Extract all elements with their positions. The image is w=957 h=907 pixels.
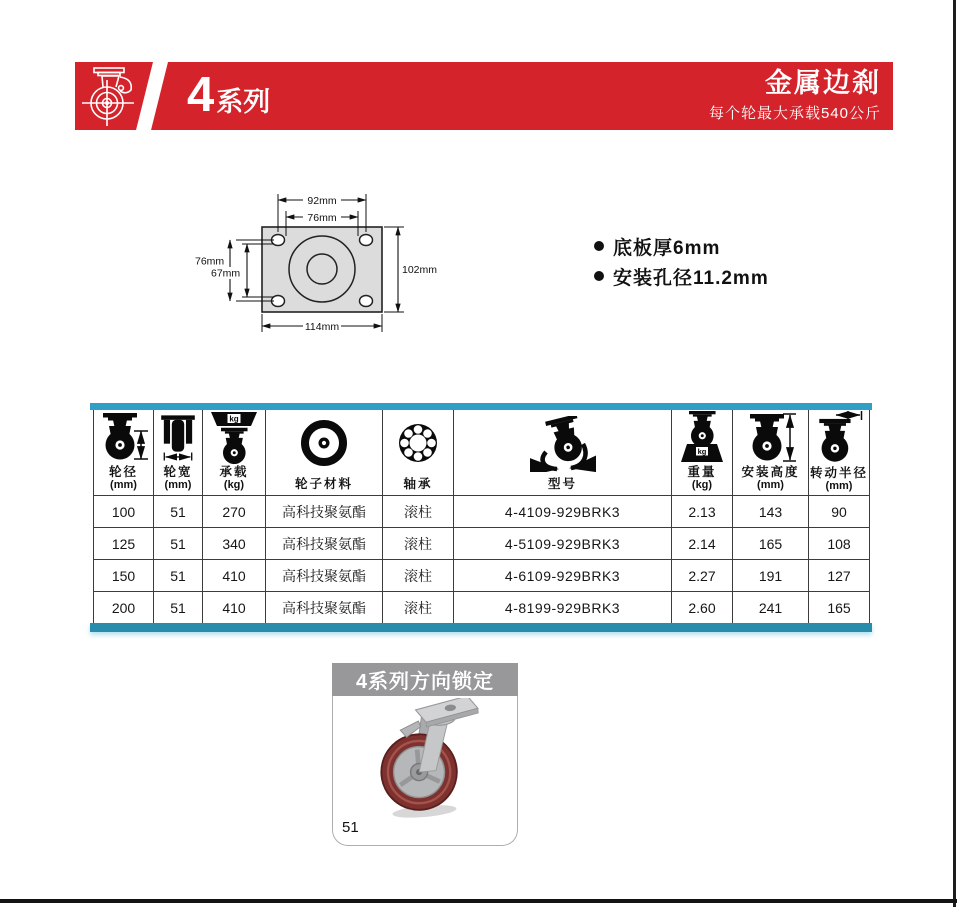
table-header-row xyxy=(94,410,870,496)
col-header-wheel-diameter: 轮径 (mm) xyxy=(94,410,154,496)
swivel-model-icon xyxy=(454,410,671,477)
page-right-edge xyxy=(953,0,956,907)
dim-label-76mm-top: 76mm xyxy=(307,212,337,224)
col-header-bearing: 轴承 xyxy=(383,410,454,496)
table-row: 200 51 410 高科技聚氨酯 滚柱 4-8199-929BRK3 2.60 241 165 xyxy=(94,592,870,624)
svg-text:kg: kg xyxy=(229,414,239,424)
bearing-icon xyxy=(383,410,453,477)
col-header-wheel-material: 轮子材料 xyxy=(266,410,383,496)
page-bottom-edge xyxy=(0,899,957,903)
spec-notes xyxy=(594,231,769,291)
locking-card xyxy=(332,696,518,846)
page-number: 51 xyxy=(342,819,359,836)
mounting-height-icon xyxy=(733,410,808,465)
dim-label-92mm: 92mm xyxy=(307,195,337,207)
dim-label-114mm: 114mm xyxy=(304,321,340,333)
caster-product-photo xyxy=(349,698,501,830)
col-header-model: 型号 xyxy=(454,410,672,496)
table-top-accent-bar xyxy=(90,403,872,410)
series-suffix: 系列 xyxy=(216,87,271,117)
col-header-wheel-width: 轮宽 (mm) xyxy=(154,410,203,496)
weight-icon xyxy=(672,410,732,465)
load-capacity-icon xyxy=(203,410,265,465)
mounting-plate-diagram xyxy=(190,178,450,340)
svg-text:kg: kg xyxy=(697,447,707,456)
wheel-material-icon xyxy=(266,410,382,477)
col-header-mounting-height: 安装高度 (mm) xyxy=(733,410,809,496)
dim-label-76mm-left: 76mm xyxy=(195,255,225,268)
col-header-weight: kg 重量 (kg) xyxy=(672,410,733,496)
bullet-icon xyxy=(594,241,604,251)
locking-card-title: 4系列方向锁定 xyxy=(355,671,495,693)
dim-label-67mm: 67mm xyxy=(211,267,241,280)
table-row: 100 51 270 高科技聚氨酯 滚柱 4-4109-929BRK3 2.13 143 90 xyxy=(94,496,870,528)
turning-radius-icon xyxy=(809,410,869,466)
col-header-load-capacity: kg 承载 (kg) xyxy=(203,410,266,496)
spec-table xyxy=(93,410,870,624)
series-number: 4 xyxy=(187,68,215,122)
table-bottom-accent-bar xyxy=(90,623,872,632)
caster-width-icon xyxy=(154,410,202,465)
banner-right-title: 金属边刹 xyxy=(765,68,881,98)
caster-diameter-icon xyxy=(94,410,153,465)
note-hole-diameter: 安装孔径11.2mm xyxy=(594,261,769,291)
note-plate-thickness: 底板厚6mm xyxy=(594,231,769,261)
table-row: 125 51 340 高科技聚氨酯 滚柱 4-5109-929BRK3 2.14 165 108 xyxy=(94,528,870,560)
col-header-turning-radius: 转动半径 (mm) xyxy=(809,410,870,496)
series-banner xyxy=(75,62,893,130)
banner-right-text xyxy=(709,68,881,123)
bullet-icon xyxy=(594,271,604,281)
dim-label-102mm: 102mm xyxy=(402,264,438,276)
banner-right-subtitle: 每个轮最大承载540公斤 xyxy=(708,105,881,122)
series-title xyxy=(187,67,270,123)
table-row: 150 51 410 高科技聚氨酯 滚柱 4-6109-929BRK3 2.27 191 127 xyxy=(94,560,870,592)
caster-lineart-icon xyxy=(78,64,144,128)
locking-card-header xyxy=(332,663,518,696)
